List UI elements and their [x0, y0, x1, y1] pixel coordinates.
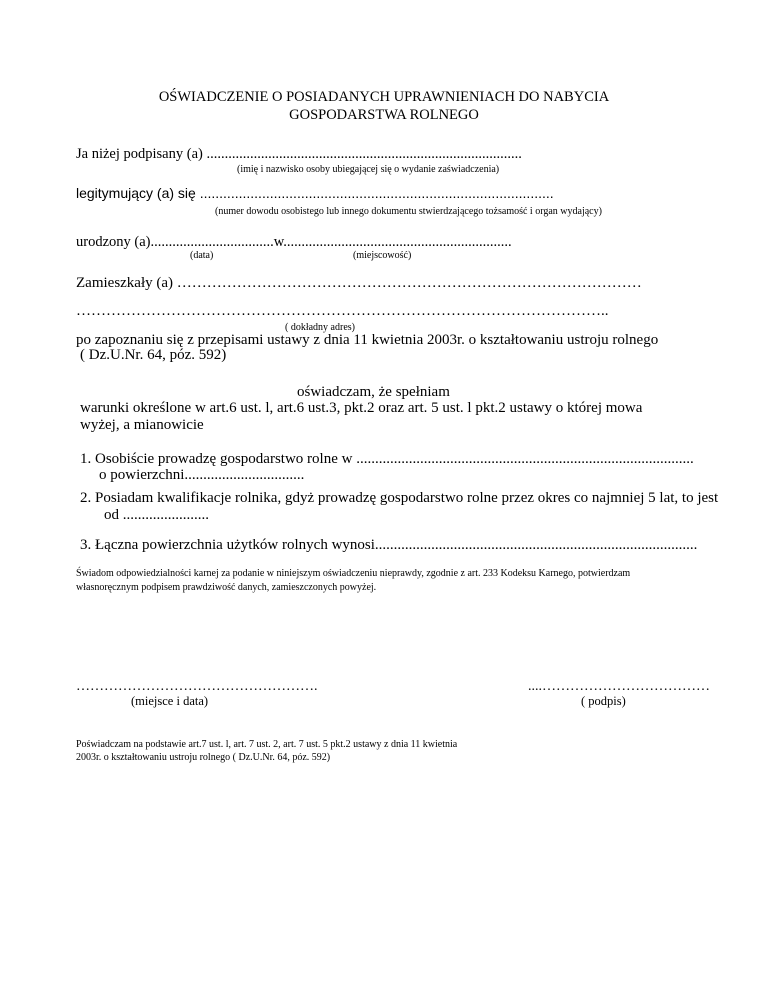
certify-line2: 2003r. o kształtowaniu ustroju rolnego ( Dz.U.Nr. 64, póz. 592) [76, 752, 331, 763]
signature-dots: ....……………………………… [528, 679, 710, 694]
conditions-line1: warunki określone w art.6 ust. l, art.6 ust.3, pkt.2 oraz art. 5 ust. l pkt.2 ustawy o której mowa [80, 400, 643, 416]
id-caption: (numer dowodu osobistego lub innego dokumentu stwierdzającego tożsamość i organ wydający) [215, 206, 602, 217]
address-line2: …………………………………………………………………………………………….. [76, 303, 609, 319]
declare-line: oświadczam, że spełniam [297, 384, 450, 400]
conditions-line2: wyżej, a mianowicie [80, 417, 204, 433]
id-line: legitymujący (a) się ........................................................................................... [76, 185, 554, 201]
place-date-dots: ……………………………………………. [76, 679, 318, 694]
address-caption: ( dokładny adres) [285, 322, 355, 333]
item1-line1: 1. Osobiście prowadzę gospodarstwo rolne w .......................................................................................... [80, 451, 694, 467]
item2-line1: 2. Posiadam kwalifikacje rolnika, gdyż prowadzę gospodarstwo rolne przez okres co najmniej 5 lat, to jest [80, 490, 719, 506]
liability-line2: własnoręcznym podpisem prawdziwość danych, zamieszczonych powyżej. [76, 582, 377, 593]
address-line: Zamieszkały (a) ………………………………………………………………………………… [76, 275, 642, 291]
item1-line2: o powierzchni................................ [99, 467, 305, 483]
item2-line2: od ....................... [104, 507, 209, 523]
signed-line: Ja niżej podpisany (a) ....................................................................................... [76, 146, 522, 162]
act-line1: po zapoznaniu się z przepisami ustawy z dnia 11 kwietnia 2003r. o kształtowaniu ustroju rolnego [76, 332, 659, 348]
item3-line: 3. Łączna powierzchnia użytków rolnych wynosi...................................................................................... [80, 537, 698, 553]
certify-line1: Poświadczam na podstawie art.7 ust. l, art. 7 ust. 2, art. 7 ust. 5 pkt.2 ustawy z dnia 11 kwietnia [76, 739, 458, 750]
born-line: urodzony (a)..................................w............................................................... [76, 234, 512, 250]
document-title-line1: OŚWIADCZENIE O POSIADANYCH UPRAWNIENIACH DO NABYCIA [158, 89, 610, 105]
born-caption-date: (data) [190, 250, 214, 261]
born-caption-place: (miejscowość) [353, 250, 412, 261]
act-line2: ( Dz.U.Nr. 64, póz. 592) [80, 347, 227, 363]
place-date-caption: (miejsce i data) [131, 694, 209, 708]
signed-caption: (imię i nazwisko osoby ubiegającej się o wydanie zaświadczenia) [237, 164, 500, 175]
signature-caption: ( podpis) [581, 694, 626, 708]
document-title-line2: GOSPODARSTWA ROLNEGO [289, 107, 479, 123]
liability-line1: Świadom odpowiedzialności karnej za podanie w niniejszym oświadczeniu nieprawdy, zgodnie z art. 233 Kodeksu Karnego, potwierdzam [76, 568, 631, 579]
